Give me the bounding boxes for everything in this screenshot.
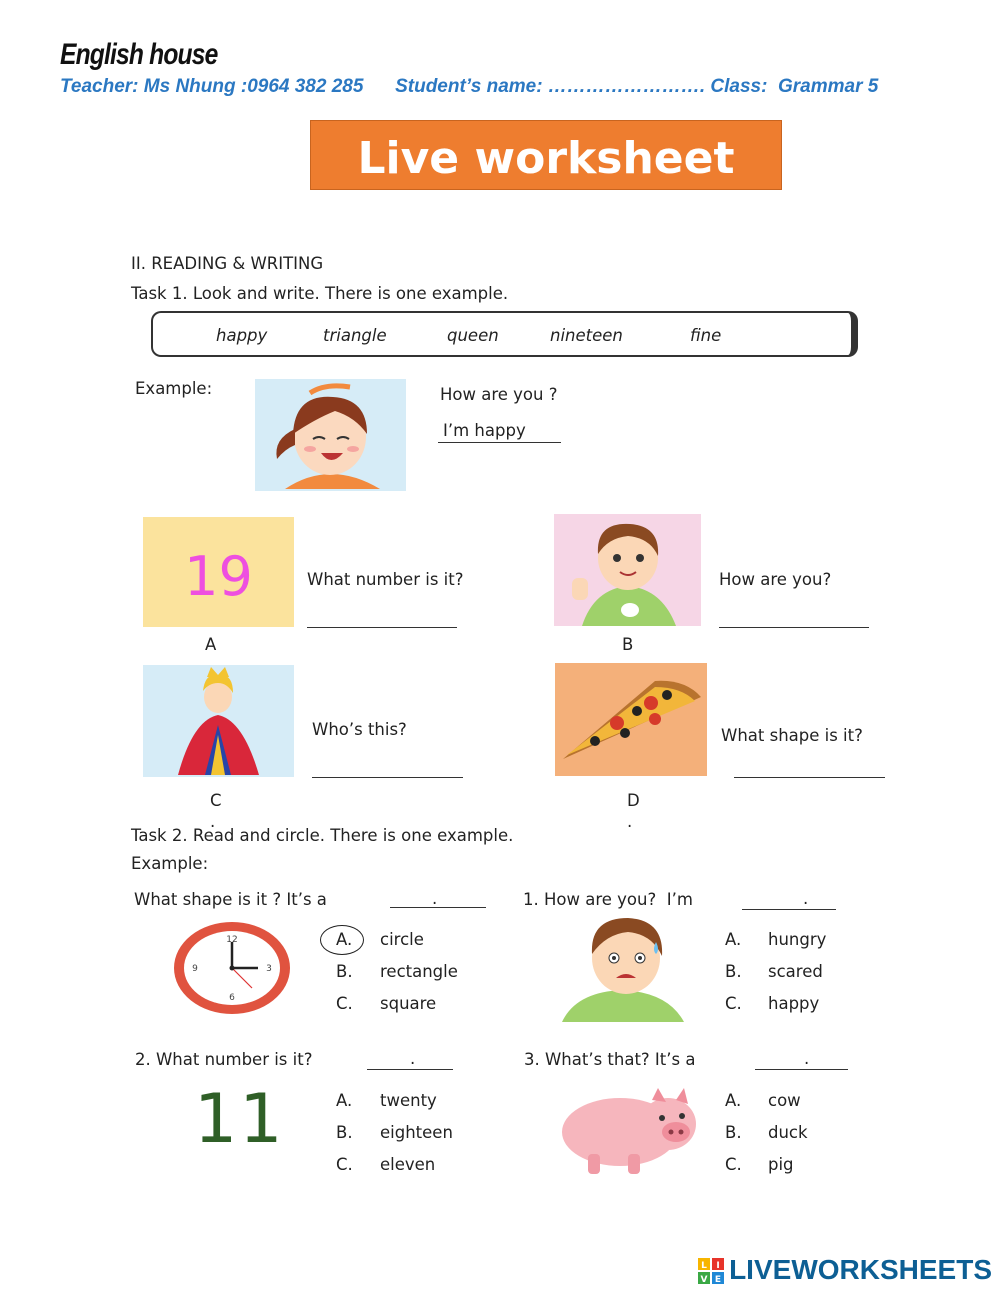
word-bank-item: queen <box>447 326 499 345</box>
picture-d <box>555 663 707 776</box>
option-letter: B. <box>336 962 353 981</box>
item-letter-c: C <box>210 791 222 810</box>
question-a: What number is it? <box>307 570 464 589</box>
option-text[interactable]: happy <box>768 994 820 1013</box>
liveworksheets-logo-text[interactable]: LIVEWORKSHEETS <box>729 1254 992 1285</box>
happy-girl-picture <box>255 379 406 491</box>
clock-picture <box>172 920 292 1016</box>
option-text[interactable]: scared <box>768 962 823 981</box>
option-text[interactable]: twenty <box>380 1091 437 1110</box>
option-letter: B. <box>336 1123 353 1142</box>
liveworksheets-logo-icon <box>698 1258 724 1284</box>
picture-c <box>143 665 294 777</box>
option-letter: C. <box>725 994 742 1013</box>
item-letter-d: D <box>627 791 640 810</box>
option-text[interactable]: hungry <box>768 930 827 949</box>
task2-q2-blank-dot: . <box>410 1049 416 1068</box>
word-bank-item: happy <box>216 326 268 345</box>
task2-q3-prompt: 3. What’s that? It’s a <box>524 1050 696 1069</box>
option-letter: B. <box>725 962 742 981</box>
option-text[interactable]: pig <box>768 1155 794 1174</box>
teacher-student-line: Teacher: Ms Nhung :0964 382 285 Student’s name: ……………………. Class: Grammar 5 <box>60 76 879 97</box>
task2-q2-blank[interactable] <box>367 1069 453 1070</box>
logo-cube-letter: L <box>701 1261 707 1271</box>
answer-line-c[interactable] <box>312 777 463 778</box>
task2-q2-prompt: 2. What number is it? <box>135 1050 313 1069</box>
pig-picture <box>558 1082 702 1178</box>
task1-instruction: Task 1. Look and write. There is one example. <box>131 284 509 303</box>
clock-number: 12 <box>226 935 238 945</box>
example-answer-line <box>438 442 561 443</box>
task2-q3-blank-dot: . <box>804 1049 810 1068</box>
scared-boy-picture <box>556 912 688 1022</box>
brand-title: English house <box>60 38 218 71</box>
item-letter-a: A <box>205 635 217 654</box>
item-letter-b: B <box>622 635 634 654</box>
example-label: Example: <box>135 379 213 398</box>
task2-q1-prompt: 1. How are you? I’m <box>523 890 693 909</box>
item-dot-c: . <box>210 812 216 831</box>
clock-number: 3 <box>266 964 272 974</box>
option-text[interactable]: eleven <box>380 1155 436 1174</box>
section-heading: II. READING & WRITING <box>131 254 324 273</box>
task2-q0-blank-dot: . <box>432 889 438 908</box>
picture-b <box>554 514 701 626</box>
word-bank-item: triangle <box>323 326 387 345</box>
option-letter: A. <box>336 1091 353 1110</box>
logo-cube-letter: I <box>716 1261 720 1271</box>
task2-example-label: Example: <box>131 854 209 873</box>
question-b: How are you? <box>719 570 832 589</box>
clock-number: 6 <box>229 993 235 1003</box>
option-letter: C. <box>725 1155 742 1174</box>
word-bank-item: fine <box>690 326 722 345</box>
answer-line-b[interactable] <box>719 627 869 628</box>
example-question: How are you ? <box>440 385 558 404</box>
option-letter: C. <box>336 994 353 1013</box>
option-text[interactable]: square <box>380 994 437 1013</box>
option-letter: B. <box>725 1123 742 1142</box>
number-nineteen: 19 <box>184 545 253 608</box>
picture-a <box>143 517 294 627</box>
option-letter: A. <box>725 930 742 949</box>
answer-line-d[interactable] <box>734 777 885 778</box>
option-letter: C. <box>336 1155 353 1174</box>
item-dot-d: . <box>627 812 633 831</box>
option-text[interactable]: circle <box>380 930 424 949</box>
title-banner <box>310 120 782 190</box>
logo-cube-letter: V <box>700 1275 708 1284</box>
task2-q1-blank-dot: . <box>803 889 809 908</box>
task2-q0-prompt: What shape is it ? It’s a <box>134 890 327 909</box>
option-text[interactable]: eighteen <box>380 1123 453 1142</box>
banner-title: Live worksheet <box>357 133 735 184</box>
question-c: Who’s this? <box>312 720 407 739</box>
option-letter: A. <box>725 1091 742 1110</box>
option-text[interactable]: duck <box>768 1123 808 1142</box>
task2-q1-blank[interactable] <box>742 909 836 910</box>
option-text[interactable]: cow <box>768 1091 801 1110</box>
logo-cube-letter: E <box>714 1275 722 1284</box>
option-text[interactable]: rectangle <box>380 962 458 981</box>
task2-q3-blank[interactable] <box>755 1069 848 1070</box>
clock-number: 9 <box>192 964 198 974</box>
word-bank <box>151 311 858 357</box>
task2-instruction: Task 2. Read and circle. There is one example. <box>131 826 514 845</box>
task2-q0-blank[interactable] <box>390 907 486 908</box>
answer-line-a[interactable] <box>307 627 457 628</box>
example-answer: I’m happy <box>443 421 526 440</box>
word-bank-item: nineteen <box>550 326 623 345</box>
number-eleven: 11 <box>194 1080 285 1159</box>
question-d: What shape is it? <box>721 726 863 745</box>
option-letter: A. <box>336 930 353 949</box>
